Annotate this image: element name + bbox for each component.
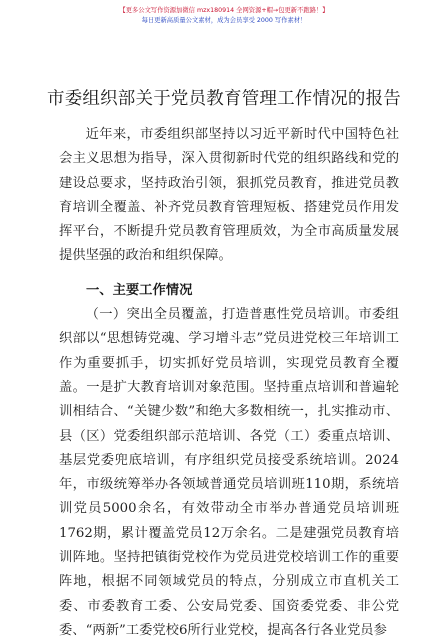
intro-paragraph: 近年来，市委组织部坚持以习近平新时代中国特色社会主义思想为指导，深入贯彻新时代党的组织路线和党的建设总要求，坚持政治引领，狠抓党员教育，推进党员教育培训全覆盖、补齐党员教育管理短板、搭建党员作用发挥平台，不断提升党员教育管理质效，为全市高质量发展提供坚强的政治和组织保障。 <box>59 127 399 264</box>
document-body <box>59 123 399 643</box>
promo-banner-line-2: 每日更新高质量公文素材，成为会员享受 2000 写作素材！ <box>141 17 307 24</box>
promo-banner <box>0 6 448 26</box>
promo-banner-line-1: 【更多公文写作资源加微信 mzx180914 全网资源+帽→包更新不跑路！】 <box>119 7 329 14</box>
document-title: 市委组织部关于党员教育管理工作情况的报告 <box>47 89 401 109</box>
section-heading: 一、主要工作情况 <box>86 282 193 298</box>
section-paragraph: （一）突出全员覆盖，打造普惠性党员培训。市委组织部以“思想铸党魂、学习增斗志”党员进党校三年培训工作为重要抓手，切实抓好党员培训，实现党员教育全覆盖。一是扩大教育培训对象范围。坚持重点培训和普遍轮训相结合、“关键少数”和绝大多数相统一，扎实推动市、县（区）党委组织部示范培训、各党（工）委重点培训、基层党委兜底培训，有序组织党员接受系统培训。2024年，市级统筹举办各领域普通党员培训班110期，系统培训党员5000余名，有效带动全市举办普通党员培训班1762期，累计覆盖党员12万余名。二是建强党员教育培训阵地。坚持把镇街党校作为党员进党校培训工作的重要阵地，根据不同领域党员的特点，分别成立市直机关工委、市委教育工委、公安局党委、国资委党委、非公党委、“两新”工委党校6所行业党校，提高各行各业党员参 <box>59 307 399 638</box>
